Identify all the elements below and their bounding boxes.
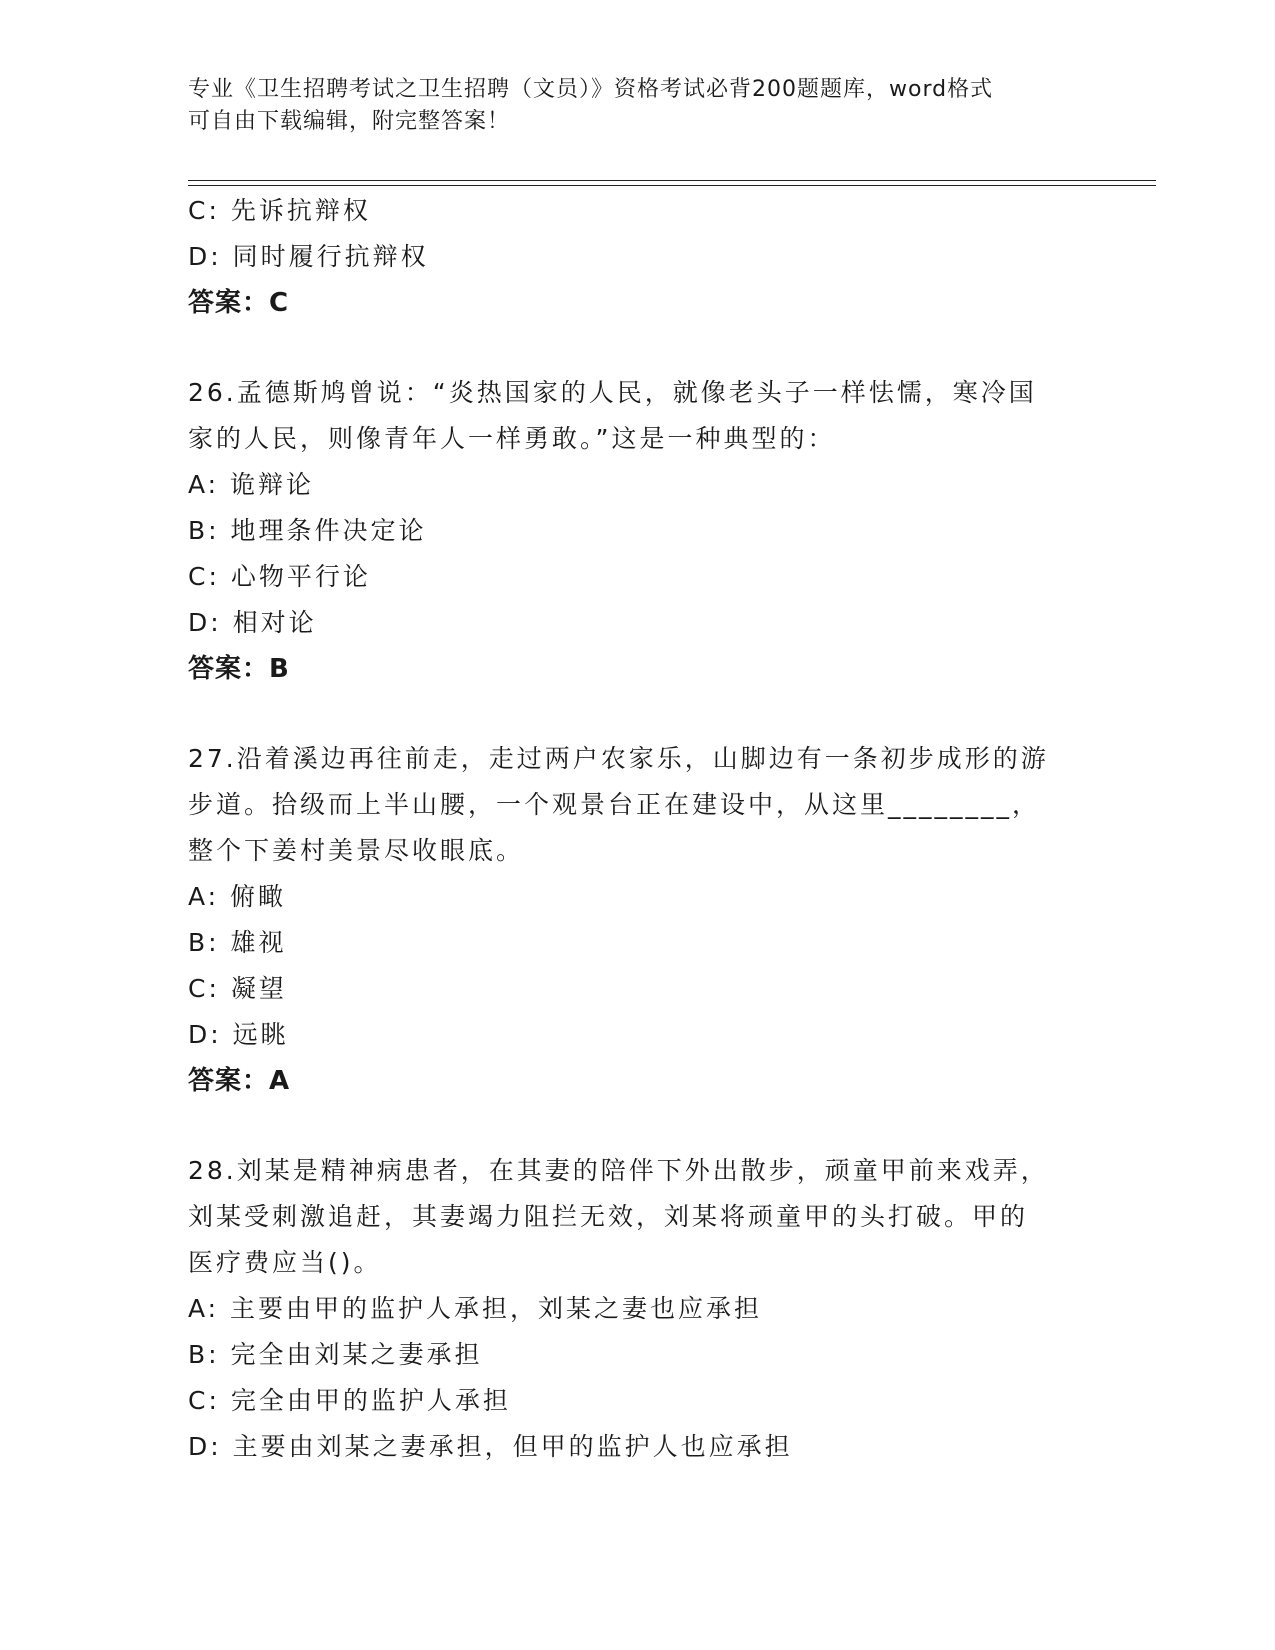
question-27 [188, 736, 1088, 1104]
option-b: B: 雄视 [188, 928, 287, 957]
option-c: C: 心物平行论 [188, 562, 371, 591]
option-c: C: 凝望 [188, 974, 287, 1003]
question-text-line: 刘某受刺激追赶，其妻竭力阻拦无效，刘某将顽童甲的头打破。甲的 [188, 1202, 1029, 1231]
option-b: B: 完全由刘某之妻承担 [188, 1340, 483, 1369]
header-title-line-1: 专业《卫生招聘考试之卫生招聘（文员）》资格考试必背200题题库，word格式 [188, 77, 994, 102]
question-text-line: 医疗费应当()。 [188, 1248, 382, 1277]
answer-label: 答案：A [188, 1066, 291, 1096]
answer-label: 答案：B [188, 654, 290, 684]
page-header [188, 74, 1068, 138]
spacer [188, 692, 1088, 736]
answer-label: 答案：C [188, 288, 290, 318]
question-25-tail [188, 188, 1088, 326]
question-list [188, 188, 1088, 1470]
option-d: D: 远眺 [188, 1020, 289, 1049]
option-d: D: 主要由刘某之妻承担，但甲的监护人也应承担 [188, 1432, 793, 1461]
question-text-line: 26.孟德斯鸠曾说：“炎热国家的人民，就像老头子一样怯懦，寒冷国 [188, 378, 1037, 407]
header-title-line-2: 可自由下载编辑，附完整答案！ [188, 109, 511, 134]
question-text-line: 步道。拾级而上半山腰，一个观景台正在建设中，从这里________， [188, 790, 1041, 819]
header-divider [188, 180, 1156, 186]
option-c: C: 先诉抗辩权 [188, 196, 371, 225]
question-text-line: 28.刘某是精神病患者，在其妻的陪伴下外出散步，顽童甲前来戏弄， [188, 1156, 1049, 1185]
option-a: A: 主要由甲的监护人承担，刘某之妻也应承担 [188, 1294, 763, 1323]
question-26 [188, 370, 1088, 692]
option-d: D: 相对论 [188, 608, 317, 637]
option-a: A: 诡辩论 [188, 470, 315, 499]
question-text-line: 整个下姜村美景尽收眼底。 [188, 836, 525, 865]
question-text-line: 家的人民，则像青年人一样勇敢。”这是一种典型的： [188, 424, 836, 453]
question-text-line: 27.沿着溪边再往前走，走过两户农家乐，山脚边有一条初步成形的游 [188, 744, 1049, 773]
spacer [188, 326, 1088, 370]
question-28 [188, 1148, 1088, 1470]
option-b: B: 地理条件决定论 [188, 516, 427, 545]
option-c: C: 完全由甲的监护人承担 [188, 1386, 511, 1415]
spacer [188, 1104, 1088, 1148]
option-d: D: 同时履行抗辩权 [188, 242, 429, 271]
option-a: A: 俯瞰 [188, 882, 287, 911]
